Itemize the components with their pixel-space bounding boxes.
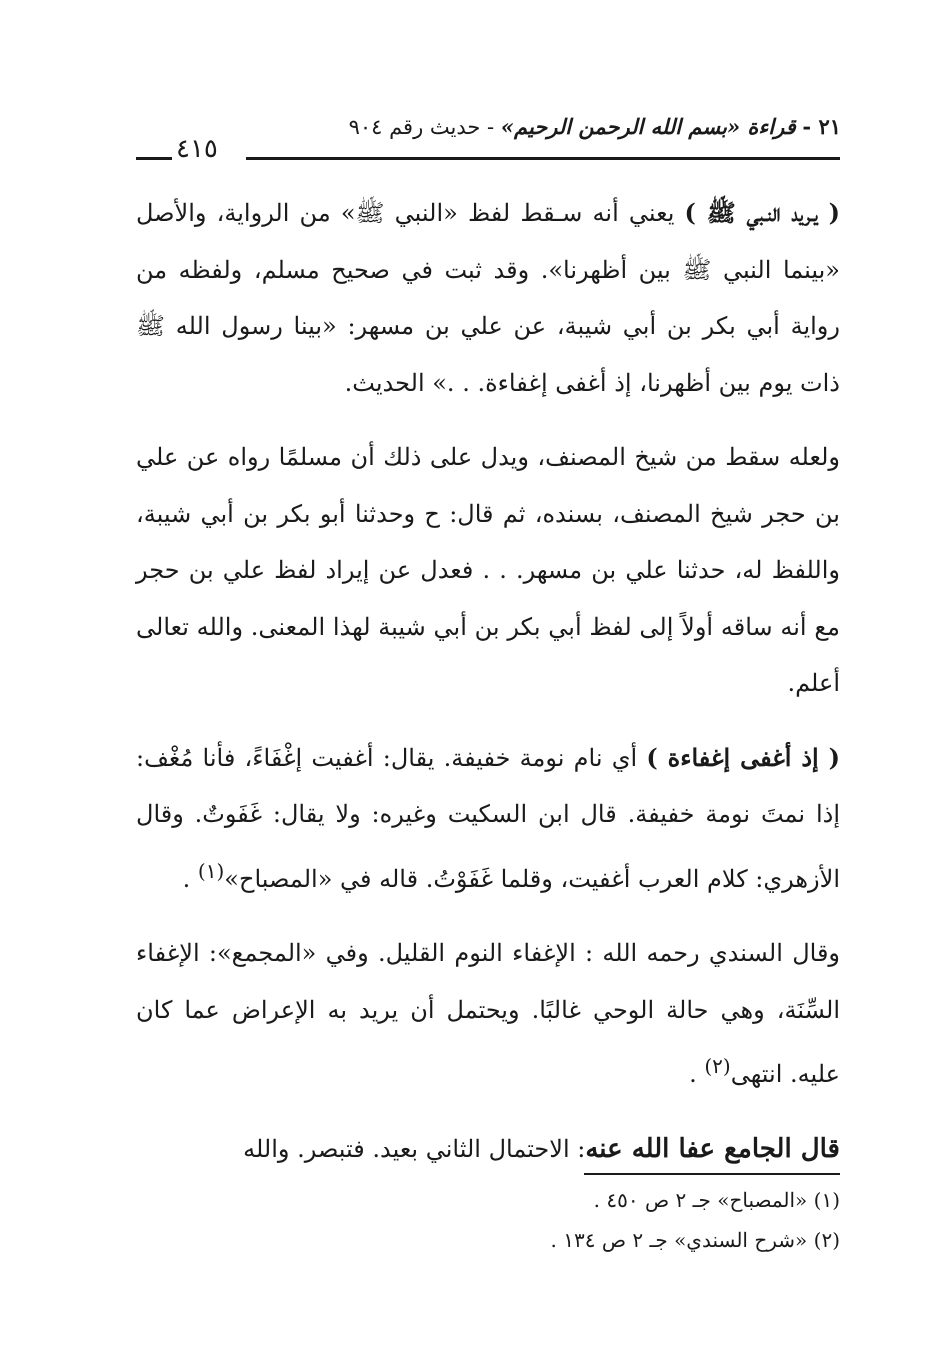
- paragraph-end: .: [182, 864, 198, 893]
- hadith-chapter-number: ٢١ -: [802, 114, 841, 139]
- running-header: [349, 114, 841, 139]
- paragraph-text: وقال السندي رحمه الله : الإغفاء النوم القليل. وفي «المجمع»: الإغفاء السِّنَة، وهي حالة الوحي غالبًا. ويحتمل أن يريد به الإعراض عما كان عليه. انتهى: [136, 939, 840, 1088]
- lemma-heading: ( إذ أغفى إغفاءة ): [646, 742, 840, 772]
- paragraph-3: [136, 730, 840, 908]
- paragraph-2: [136, 429, 840, 712]
- footnote-2: (٢) «شرح السندي» جـ ٢ ص ١٣٤ .: [550, 1228, 840, 1252]
- author-remark-heading: قال الجامع عفا الله عنه: [585, 1133, 840, 1164]
- header-rule-short: [136, 157, 172, 160]
- chapter-title: قراءة «بسم الله الرحمن الرحيم»: [500, 114, 796, 139]
- footnote-rule: [584, 1173, 840, 1175]
- hadith-number: - حديث رقم ٩٠٤: [348, 115, 495, 139]
- footnote-ref: (٢): [704, 1054, 731, 1078]
- lemma-heading: ( يـريد النـبي ﷺ ): [684, 198, 841, 227]
- footnote-1: (١) «المصباح» جـ ٢ ص ٤٥٠ .: [593, 1188, 840, 1212]
- footnotes: [340, 1180, 840, 1260]
- paragraph-end: .: [689, 1060, 705, 1088]
- paragraph-text: يعني أنه سـقط لفظ «النبي ﷺ» من الرواية، والأصل «بينما النبي ﷺ بين أظهرنا». وقد ثبت في صحيح مسلم، ولفظه من رواية أبي بكر بن أبي شيبة، عن علي بن مسهر: «بينا رسول الله ﷺ ذات يوم بين أظهرنا، إذ أغفى إغفاءة. . .» الحديث.: [136, 199, 840, 397]
- main-text: [136, 185, 840, 1195]
- paragraph-4: [136, 925, 840, 1103]
- paragraph-5: [136, 1121, 840, 1178]
- paragraph-text: أي نام نومة خفيفة. يقال: أغفيت إغْفَاءً، فأنا مُغْف: إذا نمتَ نومة خفيفة. قال ابن السكيت وغيره: ولا يقال: غَفَوتٌ. وقال الأزهري: كلام العرب أغفيت، وقلما غَفَوْتُ. قاله في «المصباح»: [136, 743, 840, 893]
- paragraph-1: [136, 185, 840, 411]
- header-rule: [246, 157, 840, 160]
- paragraph-text: ولعله سقط من شيخ المصنف، ويدل على ذلك أن مسلمًا رواه عن علي بن حجر شيخ المصنف، بسنده، ثم قال: ح وحدثنا أبو بكر بن أبي شيبة، واللفظ له، حدثنا علي بن مسهر. . . فعدل عن إيراد لفظ علي بن حجر مع أنه ساقه أولاً إلى لفظ أبي بكر بن أبي شيبة لهذا المعنى. والله تعالى أعلم.: [136, 443, 840, 697]
- page-number: ٤١٥: [176, 134, 218, 164]
- footnote-ref: (١): [197, 858, 225, 883]
- paragraph-text: : الاحتمال الثاني بعيد. فتبصر. والله: [243, 1134, 586, 1163]
